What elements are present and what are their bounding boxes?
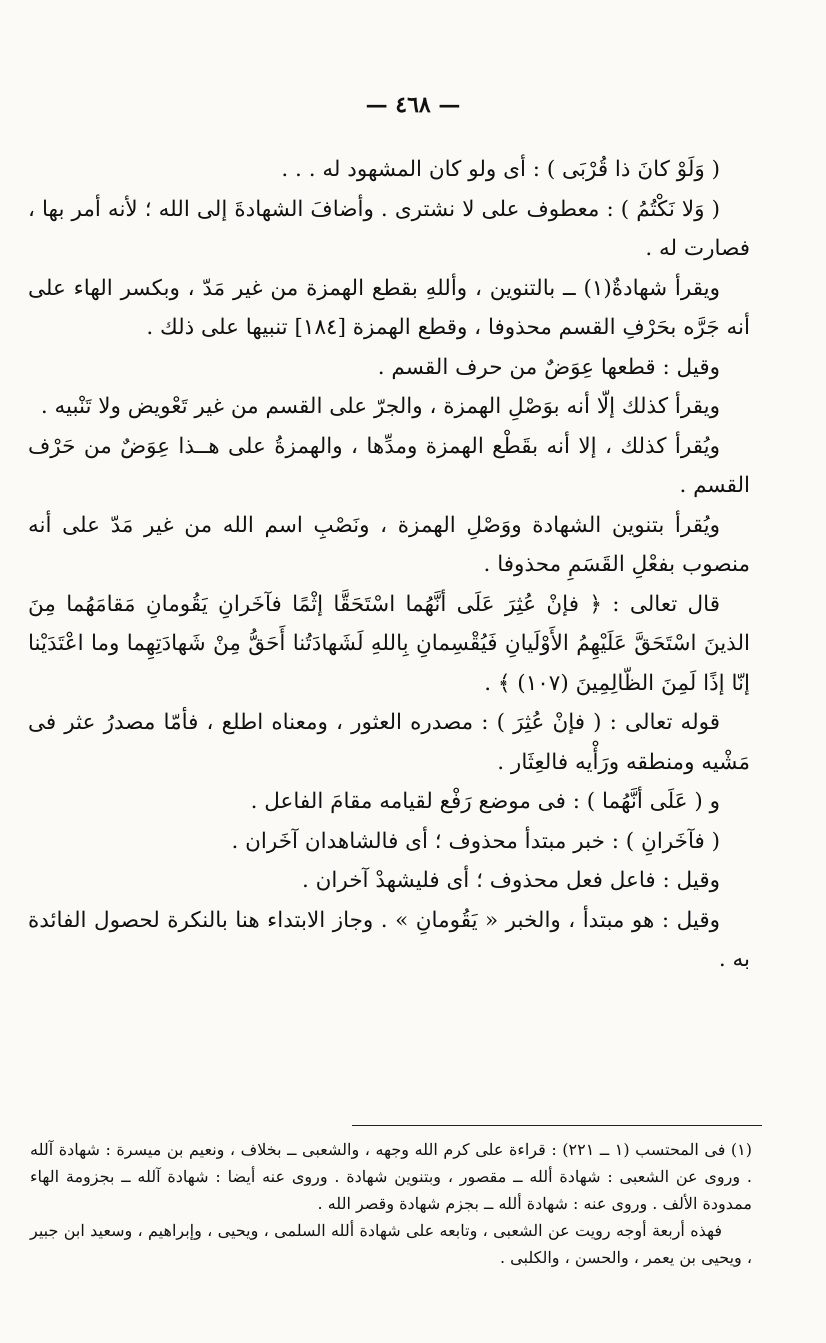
main-text: [28, 150, 750, 980]
page-number: — ٤٦٨ —: [365, 92, 461, 118]
paragraph: و ( عَلَى أنَّهُما ) : فى موضع رَفْع لقيامه مقامَ الفاعل .: [250, 789, 720, 814]
paragraph: قوله تعالى : ( فإنْ عُثِرَ ) : مصدره العثور ، ومعناه اطلع ، فأمّا مصدرُ عثر فى مَشْيه ومنطقه ورَأْيه فالعِثَار .: [28, 710, 750, 775]
paragraph: ( وَلَوْ كانَ ذا قُرْبَى ) : أى ولو كان المشهود له . . .: [281, 157, 720, 182]
footnotes: [30, 1136, 752, 1271]
paragraph: ويُقرأ كذلك ، إلا أنه بقَطْع الهمزة ومدِّها ، والهمزةُ على هــذا عِوَضٌ من حَرْف القسم .: [28, 433, 750, 498]
paragraph: ويُقرأ بتنوين الشهادة ووَصْلِ الهمزة ، ونَصْبِ اسم الله من غير مَدّ على أنه منصوب بفعْلِ القَسَمِ محذوفا .: [28, 512, 750, 577]
paragraph: ويقرأ شهادةٌ(١) ــ بالتنوين ، وأللهِ بقطع الهمزة من غير مَدّ ، وبكسر الهاء على أنه جَرَّه بحَرْفِ القسم محذوفا ، وقطع الهمزة [١٨٤] تنبيها على ذلك .: [28, 275, 750, 340]
paragraph: ويقرأ كذلك إلّا أنه بوَصْلِ الهمزة ، والجرّ على القسم من غير تَعْويض ولا تَنْبيه .: [40, 394, 720, 419]
footnote: (١) فى المحتسب (١ ــ ٢٢١) : قراءة على كرم الله وجهه ، والشعبى ــ بخلاف ، ونعيم بن ميسرة : شهادة آلله . وروى عن الشعبى : شهادة ألله ــ مقصور ، وبتنوين شهادة . وروى عنه أيضا : شهادة آلله ــ بجزومة الهاء ممدودة الألف . وروى عنه : شهادة ألله ــ بجزم شهادة وقصر الله .: [30, 1140, 753, 1213]
paragraph: وقيل : فاعل فعل محذوف ؛ أى فليشهدْ آخران .: [301, 868, 720, 893]
quran-verse: قال تعالى : ﴿ فإنْ عُثِرَ عَلَى أنَّهُما اسْتَحَقَّا إثْمًا فآخَرانِ يَقُومانِ مَقامَهُما مِنَ الذينَ اسْتَحَقَّ عَلَيْهِمُ الأَوْلَيانِ فَيُقْسِمانِ بِاللهِ لَشَهادَتُنا أَحَقُّ مِنْ شَهادَتِهِما وما اعْتَدَيْنا إنّا إذًا لَمِنَ الظّالِمِينَ (١٠٧) ﴾ .: [28, 591, 750, 696]
footnote: فهذه أربعة أوجه رويت عن الشعبى ، وتابعه على شهادة ألله السلمى ، ويحيى ، وإبراهيم ، وسعيد ابن جبير ، ويحيى بن يعمر ، والحسن ، والكلبى .: [30, 1221, 752, 1267]
paragraph: وقيل : هو مبتدأ ، والخبر « يَقُومانِ » . وجاز الابتداء هنا بالنكرة لحصول الفائدة به .: [28, 907, 750, 972]
paragraph: وقيل : قطعها عِوَضٌ من حرف القسم .: [377, 354, 720, 380]
paragraph: ( فآخَرانِ ) : خبر مبتدأ محذوف ؛ أى فالشاهدان آخَران .: [231, 828, 720, 854]
footnote-divider: [352, 1125, 762, 1126]
paragraph: ( وَلا نَكْتُمُ ) : معطوف على لا نشترى . وأضافَ الشهادةَ إلى الله ؛ لأنه أمر بها ، فصارت له .: [28, 196, 750, 261]
